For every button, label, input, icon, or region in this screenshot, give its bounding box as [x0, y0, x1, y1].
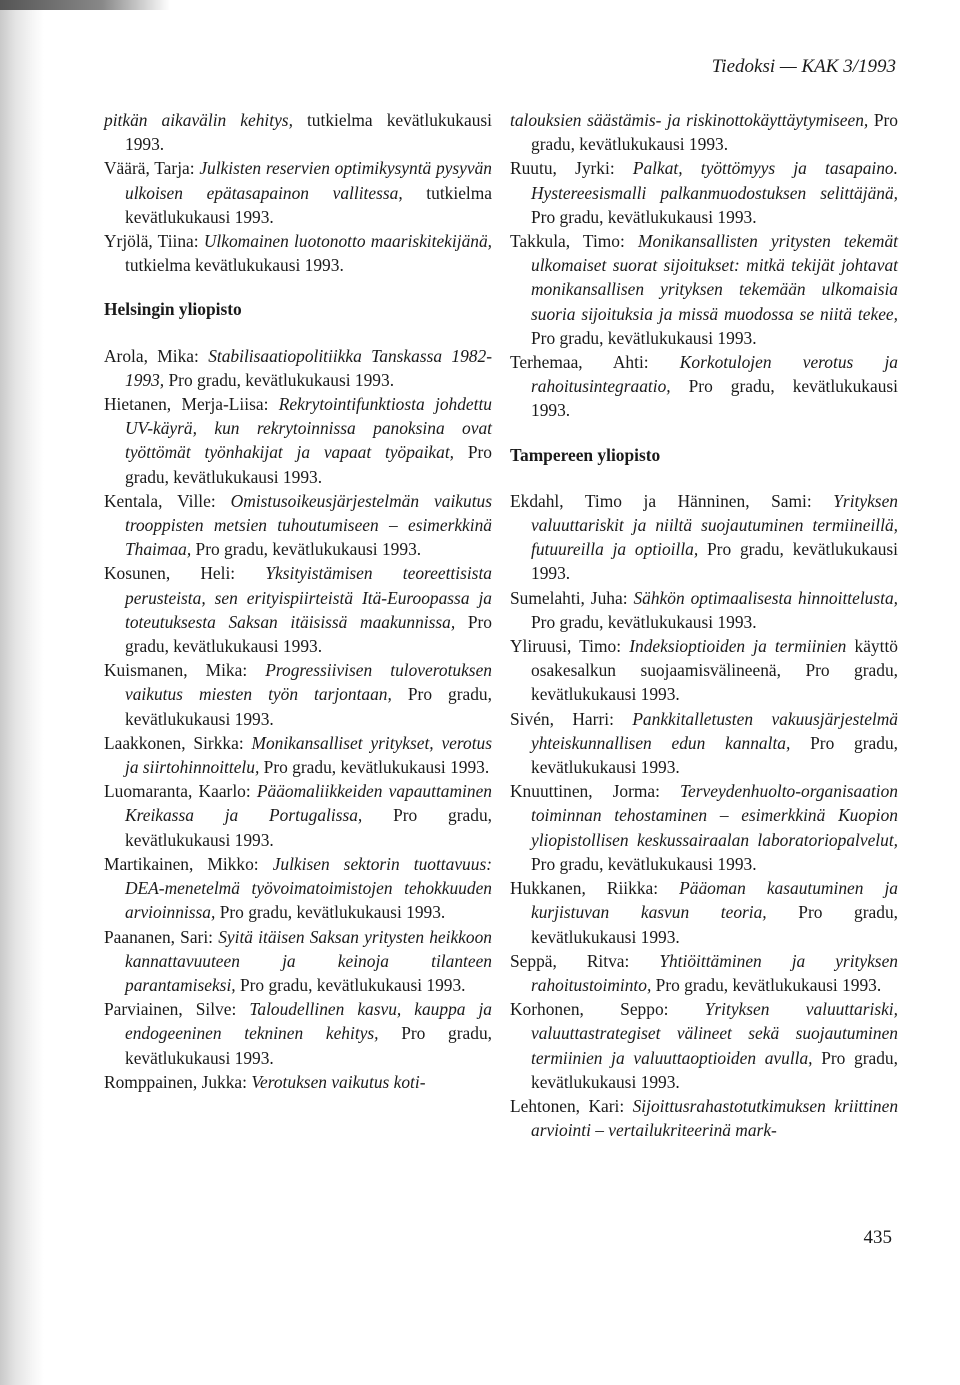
entry-details: Pro gradu, kevätlukukausi 1993. [531, 327, 757, 348]
entry-details: Pro gradu, kevätlukukausi 1993. [531, 732, 898, 778]
entry-author: Paananen, Sari: [104, 926, 219, 947]
entry-title: Monikansallisten yritysten tekemät ulkomaiset suorat sijoitukset: mitkä tekijät johtavat monikansallisen yrityksen tekemään ulkomaisia suoria sijoituksia ja missä muodossa se niitä tekee, [531, 231, 898, 324]
entry-details: Pro gradu, kevätlukukausi 1993. [125, 611, 492, 657]
entry-title: Yrityksen valuuttariski, valuuttastrategiset välineet sekä suojautuminen termiinien ja valuuttaoptioiden avulla, [531, 999, 898, 1068]
entry-author: Ekdahl, Timo ja Hänninen, Sami: [510, 490, 834, 511]
bibliography-entry [510, 229, 898, 350]
entry-author: Hietanen, Merja-Liisa: [104, 394, 279, 415]
section-heading-helsinki: Helsingin yliopisto [104, 299, 242, 320]
entry-title: Pääomaliikkeiden vapauttaminen Kreikassa ja Portugalissa, [125, 781, 492, 826]
bibliography-entry [510, 707, 898, 780]
entry-title: Omistusoikeusjärjestelmän vaikutus trooppisten metsien tuhoutumiseen – esimerkkinä Thaimaa, [125, 490, 492, 560]
running-header: Tiedoksi — KAK 3/1993 [711, 56, 896, 77]
right-column [510, 108, 898, 1142]
entry-author: Parviainen, Silve: [104, 999, 250, 1020]
continuation-list [104, 108, 492, 277]
entry-details: Pro gradu, kevätlukukausi 1993. [531, 853, 757, 874]
entry-author: Kosunen, Heli: [104, 563, 266, 584]
entry-title: Palkat, työttömyys ja tasapaino. Hystereesismalli palkanmuodostuksen selittäjänä, [531, 158, 898, 203]
entry-details: Pro gradu, kevätlukukausi 1993. [235, 974, 466, 995]
bibliography-entry [510, 1094, 898, 1142]
bibliography-entry [104, 229, 492, 277]
entry-author: Terhemaa, Ahti: [510, 352, 680, 373]
entry-title: Rekrytointifunktiosta johdettu UV-käyrä, kun rekrytoinnissa panoksina ovat työttömät työnhakijat ja vapaat työpaikat, [125, 394, 493, 463]
entry-details: Pro gradu, kevätlukukausi 1993. [125, 805, 492, 850]
entry-author: Väärä, Tarja: [104, 158, 200, 179]
entry-title: Yksityistämisen teoreettisista perusteista, sen erityispiirteistä Itä-Euroopassa ja toteutuksesta Saksan itäisissä maakunnissa, [125, 563, 492, 632]
entry-author: Lehtonen, Kari: [510, 1095, 633, 1116]
entry-details: Pro gradu, kevätlukukausi 1993. [531, 376, 898, 421]
entry-author: Hukkanen, Riikka: [510, 878, 680, 899]
entry-title: Verotuksen vaikutus koti- [251, 1071, 426, 1092]
bibliography-entry [104, 561, 492, 658]
bibliography-entry [104, 852, 492, 925]
entry-details: Pro gradu, kevätlukukausi 1993. [651, 974, 882, 995]
entry-list-continued [510, 108, 898, 423]
bibliography-entry [104, 108, 492, 156]
bibliography-entry [510, 634, 898, 707]
bibliography-entry [510, 876, 898, 949]
entry-author: Takkula, Timo: [510, 231, 638, 252]
page-number: 435 [863, 1227, 892, 1248]
bibliography-entry [510, 350, 898, 423]
entry-title: pitkän aikavälin kehitys, [104, 110, 293, 130]
entry-title: Progressiivisen tuloverotuksen vaikutus miesten työn tarjontaan, [125, 660, 492, 705]
bibliography-entry [510, 779, 898, 876]
entry-author: Laakkonen, Sirkka: [104, 732, 252, 753]
bibliography-entry [510, 108, 898, 156]
entry-author: Yliruusi, Timo: [510, 636, 630, 657]
bibliography-entry [104, 392, 492, 489]
entry-details: Pro gradu, kevätlukukausi 1993. [531, 539, 898, 584]
entry-author: Korhonen, Seppo: [510, 999, 705, 1020]
entry-details: tutkielma kevätlukukausi 1993. [125, 182, 492, 227]
page-binding-shadow [0, 0, 44, 1385]
bibliography-entry [104, 925, 492, 998]
bibliography-entry [104, 731, 492, 779]
entry-title: talouksien säästämis- ja riskinottokäyttäytymiseen, [510, 110, 869, 130]
entry-author: Seppä, Ritva: [510, 950, 660, 971]
entry-author: Yrjölä, Tiina: [104, 231, 204, 252]
entry-details: Pro gradu, kevätlukukausi 1993. [215, 902, 446, 923]
entry-details: Pro gradu, kevätlukukausi 1993. [531, 902, 898, 947]
entry-title: Taloudellinen kasvu, kauppa ja endogeeninen tekninen kehitys, [125, 999, 492, 1044]
bibliography-entry [104, 658, 492, 731]
entry-title: Terveydenhuolto-organisaation toiminnan tehostaminen – esimerkkinä Kuopion yliopistollisen keskussairaalan laboratoriopalvelut, [531, 781, 898, 850]
entry-author: Sumelahti, Juha: [510, 587, 634, 608]
entry-list-helsinki [104, 344, 492, 1094]
entry-author: Knuuttinen, Jorma: [510, 781, 680, 802]
entry-author: Luomaranta, Kaarlo: [104, 781, 257, 802]
entry-details: Pro gradu, kevätlukukausi 1993. [531, 206, 757, 227]
entry-details: Pro gradu, kevätlukukausi 1993. [125, 684, 492, 729]
entry-details: Pro gradu, kevätlukukausi 1993. [125, 442, 492, 487]
entry-title: Julkisen sektorin tuottavuus: DEA-menetelmä työvoimatoimistojen tehokkuuden arvioinnissa, [125, 853, 493, 923]
entry-title: Yhtiöittäminen ja yrityksen rahoitustoiminto, [531, 950, 898, 995]
entry-author: Arola, Mika: [104, 345, 209, 366]
entry-title: Pääoman kasautuminen ja kurjistuvan kasvun teoria, [531, 878, 898, 923]
bibliography-entry [104, 344, 492, 392]
entry-author: Martikainen, Mikko: [104, 853, 273, 874]
entry-details: tutkielma kevätlukukausi 1993. [125, 255, 344, 276]
entry-title: Stabilisaatiopolitiikka Tanskassa 1982-1993, [125, 345, 492, 390]
entry-details: Pro gradu, kevätlukukausi 1993. [191, 539, 422, 560]
bibliography-entry [104, 489, 492, 562]
entry-title: Sijoittusrahastotutkimuksen kriittinen arviointi – vertailukriteerinä mark- [531, 1095, 899, 1141]
entry-title: Indeksioptioiden ja termiinien [629, 636, 847, 657]
entry-title: Ulkomainen luotonotto maariskitekijänä, [203, 231, 492, 252]
entry-title: Pankkitalletusten vakuusjärjestelmä yhteiskunnallisen edun kannalta, [531, 708, 898, 753]
bibliography-entry [104, 779, 492, 852]
entry-list-tampere [510, 489, 898, 1142]
entry-details: Pro gradu, kevätlukukausi 1993. [259, 757, 490, 778]
entry-title: Julkisten reservien optimikysyntä pysyvän ulkoisen epätasapainon vallitessa, [125, 158, 492, 203]
entry-details: tutkielma kevätlukukausi 1993. [125, 110, 492, 155]
bibliography-entry [510, 997, 898, 1094]
entry-title: Yrityksen valuuttariskit ja niiltä suojautuminen termiineillä, futuureilla ja optioilla, [531, 490, 898, 560]
section-heading-tampere: Tampereen yliopisto [510, 444, 661, 465]
bibliography-entry [510, 949, 898, 997]
entry-details: Pro gradu, kevätlukukausi 1993. [531, 611, 757, 632]
bibliography-entry [104, 156, 492, 229]
entry-details: käyttö osakesalkun suojaamisvälineenä, Pro gradu, kevätlukukausi 1993. [531, 636, 898, 705]
bibliography-entry [510, 156, 898, 229]
entry-author: Kuismanen, Mika: [104, 660, 266, 681]
bibliography-entry [104, 997, 492, 1070]
entry-details: Pro gradu, kevätlukukausi 1993. [125, 1023, 492, 1068]
entry-title: Sähkön optimaalisesta hinnoittelusta, [633, 587, 898, 608]
entry-details: Pro gradu, kevätlukukausi 1993. [531, 1047, 898, 1092]
entry-title: Monikansalliset yritykset, verotus ja siirtohinnoittelu, [125, 732, 492, 778]
entry-title: Syitä itäisen Saksan yritysten heikkoon kannattavuuteen ja keinoja tilanteen parantamiseksi, [125, 926, 492, 995]
bibliography-entry [510, 489, 898, 586]
entry-title: Korkotulojen verotus ja rahoitusintegraatio, [531, 352, 898, 397]
entry-author: Ruutu, Jyrki: [510, 158, 633, 179]
bibliography-entry [104, 1070, 492, 1094]
entry-details: Pro gradu, kevätlukukausi 1993. [164, 369, 395, 390]
entry-author: Romppainen, Jukka: [104, 1071, 252, 1092]
entry-details: Pro gradu, kevätlukukausi 1993. [531, 110, 898, 155]
entry-author: Kentala, Ville: [104, 490, 231, 511]
left-column [104, 108, 492, 1094]
bibliography-entry [510, 586, 898, 634]
entry-author: Sivén, Harri: [510, 708, 633, 729]
